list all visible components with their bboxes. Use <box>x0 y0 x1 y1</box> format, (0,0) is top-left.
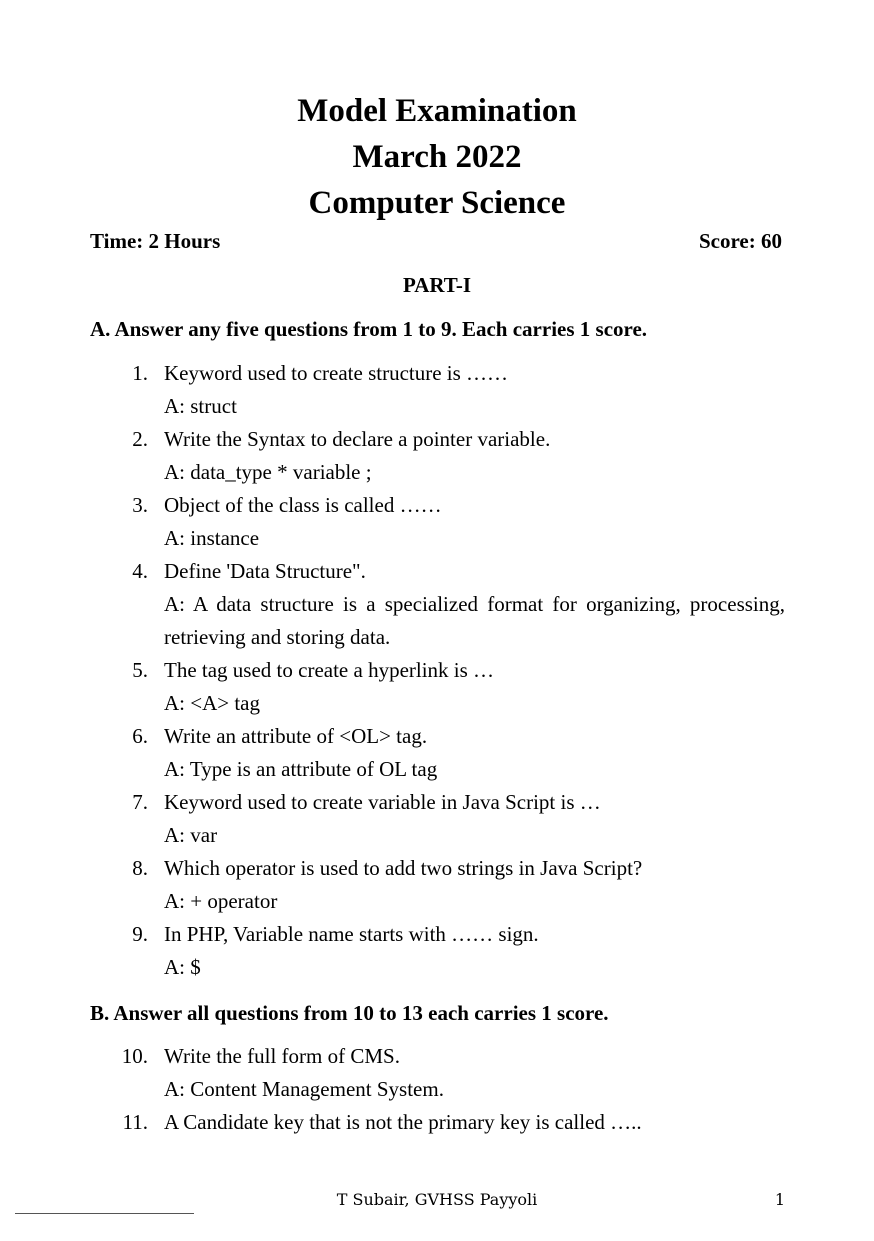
question-text: The tag used to create a hyperlink is … <box>164 658 495 682</box>
question-number: 11. <box>122 1110 148 1134</box>
question-text: In PHP, Variable name starts with …… sign. <box>164 922 539 946</box>
question-item <box>90 786 785 852</box>
question-item <box>90 555 785 654</box>
question-item <box>90 423 785 489</box>
question-number: 7. <box>132 790 148 814</box>
section-b-questions <box>90 1040 785 1139</box>
question-text: Write an attribute of <OL> tag. <box>164 724 428 748</box>
question-number: 3. <box>132 493 148 517</box>
question-item <box>90 357 785 423</box>
question-number: 4. <box>132 559 148 583</box>
question-item <box>90 852 785 918</box>
question-text: Keyword used to create structure is …… <box>164 361 509 385</box>
question-item <box>90 654 785 720</box>
question-item <box>90 720 785 786</box>
question-text: A Candidate key that is not the primary key is called ….. <box>164 1110 642 1134</box>
part-title: PART-I <box>402 273 472 297</box>
question-number: 2. <box>132 427 148 451</box>
question-text: Define 'Data Structure". <box>164 559 366 583</box>
answer-text: A: + operator <box>164 889 278 913</box>
question-number: 1. <box>132 361 148 385</box>
question-item <box>90 489 785 555</box>
exam-subject: Computer Science <box>308 185 566 221</box>
question-number: 9. <box>132 922 148 946</box>
footer-author: T Subair, GVHSS Payyoli <box>336 1190 538 1209</box>
question-text: Object of the class is called …… <box>164 493 442 517</box>
section-b-heading: B. Answer all questions from 10 to 13 each carries 1 score. <box>90 1001 609 1025</box>
answer-text: A: var <box>164 823 218 847</box>
question-number: 8. <box>132 856 148 880</box>
question-number: 6. <box>132 724 148 748</box>
exam-date: March 2022 <box>352 139 522 175</box>
question-item <box>90 918 785 984</box>
answer-text: A: struct <box>164 394 237 418</box>
question-item <box>90 1040 785 1106</box>
question-text: Write the full form of CMS. <box>164 1044 400 1068</box>
question-number: 10. <box>121 1044 148 1068</box>
question-text: Write the Syntax to declare a pointer variable. <box>164 427 551 451</box>
page-number: 1 <box>774 1190 786 1209</box>
exam-score: Score: 60 <box>698 229 782 253</box>
question-text: Which operator is used to add two strings in Java Script? <box>164 856 643 880</box>
answer-text: A: <A> tag <box>164 691 261 715</box>
question-item <box>90 1106 785 1139</box>
exam-title-block <box>0 88 874 226</box>
exam-time: Time: 2 Hours <box>90 229 221 253</box>
section-a-heading: A. Answer any five questions from 1 to 9. Each carries 1 score. <box>90 317 648 341</box>
answer-text: A: $ <box>164 955 201 979</box>
answer-text: A: data_type * variable ; <box>164 460 372 484</box>
answer-text: A: instance <box>164 526 260 550</box>
answer-text: A: A data structure is a specialized format for organizing, processing, retrieving and storing data. <box>164 592 785 649</box>
answer-text: A: Type is an attribute of OL tag <box>164 757 438 781</box>
exam-meta-row <box>90 228 782 254</box>
question-text: Keyword used to create variable in Java Script is … <box>164 790 601 814</box>
question-number: 5. <box>132 658 148 682</box>
section-a-questions <box>90 357 785 984</box>
exam-title: Model Examination <box>297 93 577 129</box>
answer-text: A: Content Management System. <box>164 1077 444 1101</box>
footer-divider <box>15 1213 194 1214</box>
